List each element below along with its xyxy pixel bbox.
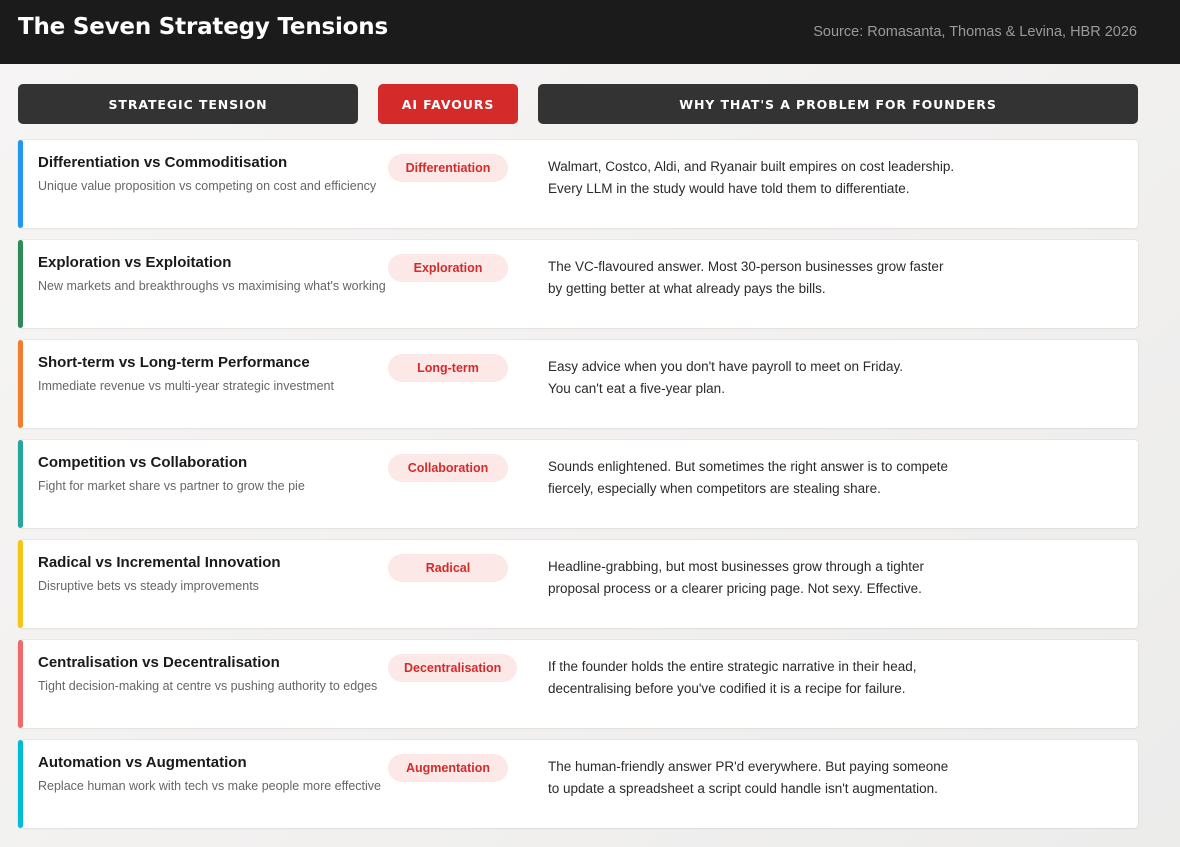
ai-favours-badge: Differentiation <box>388 154 508 182</box>
tension-name: Automation vs Augmentation <box>38 754 247 771</box>
column-header-strategic-tension: STRATEGIC TENSION <box>18 84 358 124</box>
ai-favours-badge: Exploration <box>388 254 508 282</box>
why-line: Easy advice when you don't have payroll to meet on Friday. <box>548 359 904 374</box>
color-strip <box>18 440 23 528</box>
tension-description: Tight decision-making at centre vs pushing authority to edges <box>38 679 378 693</box>
why-problem-text <box>548 756 988 800</box>
tension-row <box>18 340 1138 428</box>
column-headers <box>0 84 1180 124</box>
why-line: proposal process or a clearer pricing page. Not sexy. Effective. <box>548 581 922 596</box>
why-problem-text <box>548 256 988 300</box>
title-bar <box>0 0 1180 64</box>
why-problem-text <box>548 456 988 500</box>
tension-description: Fight for market share vs partner to grow the pie <box>38 479 305 493</box>
ai-favours-badge: Decentralisation <box>388 654 517 682</box>
tension-name: Centralisation vs Decentralisation <box>38 654 280 671</box>
tension-row <box>18 540 1138 628</box>
why-line: Sounds enlightened. But sometimes the right answer is to compete <box>548 459 948 474</box>
why-line: decentralising before you've codified it is a recipe for failure. <box>548 681 906 696</box>
color-strip <box>18 640 23 728</box>
ai-favours-badge: Augmentation <box>388 754 508 782</box>
why-problem-text <box>548 556 988 600</box>
tension-list <box>18 140 1138 840</box>
page-title: The Seven Strategy Tensions <box>18 14 388 40</box>
why-line: The human-friendly answer PR'd everywhere. But paying someone <box>548 759 949 774</box>
tension-row <box>18 440 1138 528</box>
color-strip <box>18 540 23 628</box>
tension-row <box>18 140 1138 228</box>
why-line: You can't eat a five-year plan. <box>548 381 725 396</box>
why-line: to update a spreadsheet a script could handle isn't augmentation. <box>548 781 938 796</box>
tension-name: Exploration vs Exploitation <box>38 254 232 271</box>
tension-row <box>18 640 1138 728</box>
why-line: by getting better at what already pays the bills. <box>548 281 826 296</box>
color-strip <box>18 140 23 228</box>
color-strip <box>18 340 23 428</box>
column-header-why-problem: WHY THAT'S A PROBLEM FOR FOUNDERS <box>538 84 1138 124</box>
ai-favours-badge: Long-term <box>388 354 508 382</box>
tension-name: Short-term vs Long-term Performance <box>38 354 310 371</box>
why-problem-text <box>548 156 988 200</box>
why-line: Headline-grabbing, but most businesses grow through a tighter <box>548 559 924 574</box>
tension-description: Unique value proposition vs competing on cost and efficiency <box>38 179 377 193</box>
tension-name: Radical vs Incremental Innovation <box>38 554 281 571</box>
tension-row <box>18 740 1138 828</box>
tension-description: Replace human work with tech vs make people more effective <box>38 779 381 793</box>
ai-favours-badge: Radical <box>388 554 508 582</box>
tension-description: Disruptive bets vs steady improvements <box>38 579 259 593</box>
source-citation: Source: Romasanta, Thomas & Levina, HBR 2026 <box>813 24 1137 40</box>
tension-row <box>18 240 1138 328</box>
why-problem-text <box>548 656 988 700</box>
tension-name: Differentiation vs Commoditisation <box>38 154 288 171</box>
why-line: If the founder holds the entire strategic narrative in their head, <box>548 659 917 674</box>
why-line: Every LLM in the study would have told them to differentiate. <box>548 181 910 196</box>
ai-favours-badge: Collaboration <box>388 454 508 482</box>
why-line: fiercely, especially when competitors are stealing share. <box>548 481 881 496</box>
color-strip <box>18 740 23 828</box>
tension-name: Competition vs Collaboration <box>38 454 248 471</box>
why-problem-text <box>548 356 988 400</box>
column-header-ai-favours: AI FAVOURS <box>378 84 518 124</box>
why-line: The VC-flavoured answer. Most 30-person businesses grow faster <box>548 259 944 274</box>
tension-description: Immediate revenue vs multi-year strategic investment <box>38 379 334 393</box>
color-strip <box>18 240 23 328</box>
why-line: Walmart, Costco, Aldi, and Ryanair built empires on cost leadership. <box>548 159 955 174</box>
tension-description: New markets and breakthroughs vs maximising what's working <box>38 279 386 293</box>
